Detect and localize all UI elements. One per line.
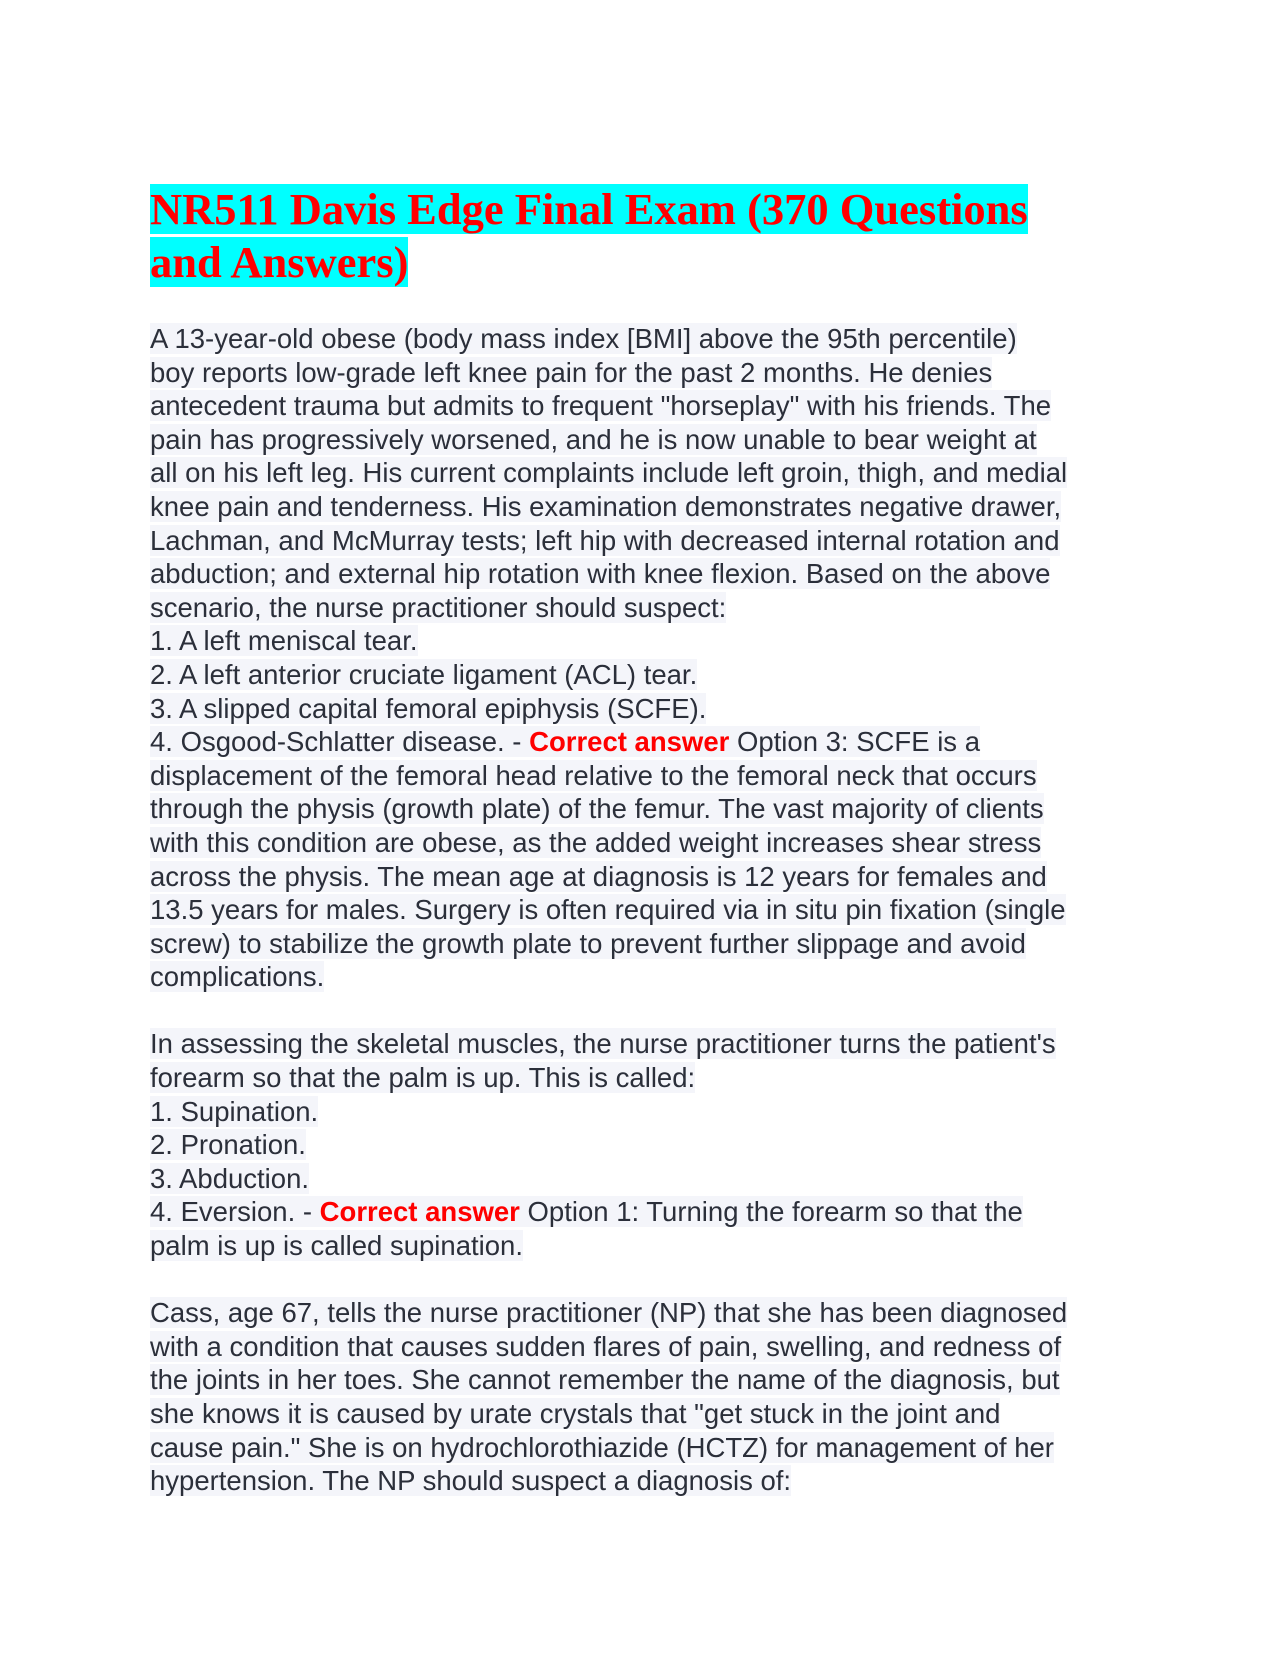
question-text-line: pain has progressively worsened, and he is now unable to bear weight at	[150, 423, 1037, 455]
answer-option: 1. Supination.	[150, 1095, 319, 1127]
question-text-line: A 13-year-old obese (body mass index [BMI] above the 95th percentile)	[150, 323, 1017, 354]
title-line: NR511 Davis Edge Final Exam (370 Questions	[150, 184, 1028, 234]
question-text-line: the joints in her toes. She cannot remember the name of the diagnosis, but	[150, 1364, 1060, 1396]
answer-option: 4. Osgood-Schlatter disease. -	[150, 726, 530, 758]
document-body	[150, 322, 1140, 1498]
answer-rationale: Option 3: SCFE is a	[729, 726, 980, 758]
question-text-line: antecedent trauma but admits to frequent "horseplay" with his friends. The	[150, 390, 1052, 422]
correct-answer-label: Correct answer	[529, 726, 730, 758]
correct-answer-label: Correct answer	[319, 1196, 520, 1228]
answer-rationale-line: across the physis. The mean age at diagnosis is 12 years for females and	[150, 860, 1047, 892]
question-block	[150, 322, 1140, 994]
question-text-line: abduction; and external hip rotation with knee flexion. Based on the above	[150, 558, 1051, 590]
question-text-line: scenario, the nurse practitioner should suspect:	[150, 591, 727, 623]
paragraph-gap	[150, 994, 1140, 1028]
answer-rationale-line: through the physis (growth plate) of the femur. The vast majority of clients	[150, 793, 1044, 825]
question-text-line: cause pain." She is on hydrochlorothiazide (HCTZ) for management of her	[150, 1431, 1054, 1463]
answer-rationale-line: complications.	[150, 961, 325, 993]
answer-option: 4. Eversion. -	[150, 1196, 320, 1228]
question-text-line: she knows it is caused by urate crystals that "get stuck in the joint and	[150, 1398, 1001, 1429]
question-text-line: hypertension. The NP should suspect a diagnosis of:	[150, 1465, 792, 1497]
question-text-line: In assessing the skeletal muscles, the nurse practitioner turns the patient's	[150, 1028, 1056, 1060]
document-title	[150, 183, 1140, 289]
answer-rationale-line: with this condition are obese, as the added weight increases shear stress	[150, 826, 1042, 858]
document-page	[150, 183, 1140, 1498]
answer-option: 1. A left meniscal tear.	[150, 625, 418, 657]
answer-option: 3. Abduction.	[150, 1162, 310, 1194]
answer-rationale: Option 1: Turning the forearm so that the	[519, 1196, 1023, 1228]
question-text-line: all on his left leg. His current complaints include left groin, thigh, and medial	[150, 457, 1068, 489]
answer-rationale-line: displacement of the femoral head relative to the femoral neck that occurs	[150, 759, 1037, 791]
question-text-line: with a condition that causes sudden flares of pain, swelling, and redness of	[150, 1330, 1062, 1362]
answer-rationale-line: 13.5 years for males. Surgery is often required via in situ pin fixation (single	[150, 894, 1066, 926]
answer-option: 3. A slipped capital femoral epiphysis (SCFE).	[150, 692, 707, 724]
question-text-line: boy reports low-grade left knee pain for the past 2 months. He denies	[150, 356, 993, 388]
answer-option: 2. Pronation.	[150, 1129, 306, 1161]
answer-line	[150, 1196, 1023, 1227]
question-text-line: Cass, age 67, tells the nurse practitioner (NP) that she has been diagnosed	[150, 1297, 1068, 1329]
question-block	[150, 1027, 1140, 1262]
answer-line	[150, 726, 980, 757]
question-text-line: forearm so that the palm is up. This is called:	[150, 1062, 696, 1094]
question-block	[150, 1296, 1140, 1498]
question-text-line: Lachman, and McMurray tests; left hip with decreased internal rotation and	[150, 524, 1060, 556]
answer-option: 2. A left anterior cruciate ligament (ACL) tear.	[150, 658, 698, 690]
answer-rationale-line: screw) to stabilize the growth plate to prevent further slippage and avoid	[150, 927, 1026, 959]
answer-rationale-line: palm is up is called supination.	[150, 1230, 523, 1262]
question-text-line: knee pain and tenderness. His examination demonstrates negative drawer,	[150, 490, 1062, 522]
title-line: and Answers)	[150, 237, 409, 287]
paragraph-gap	[150, 1263, 1140, 1297]
